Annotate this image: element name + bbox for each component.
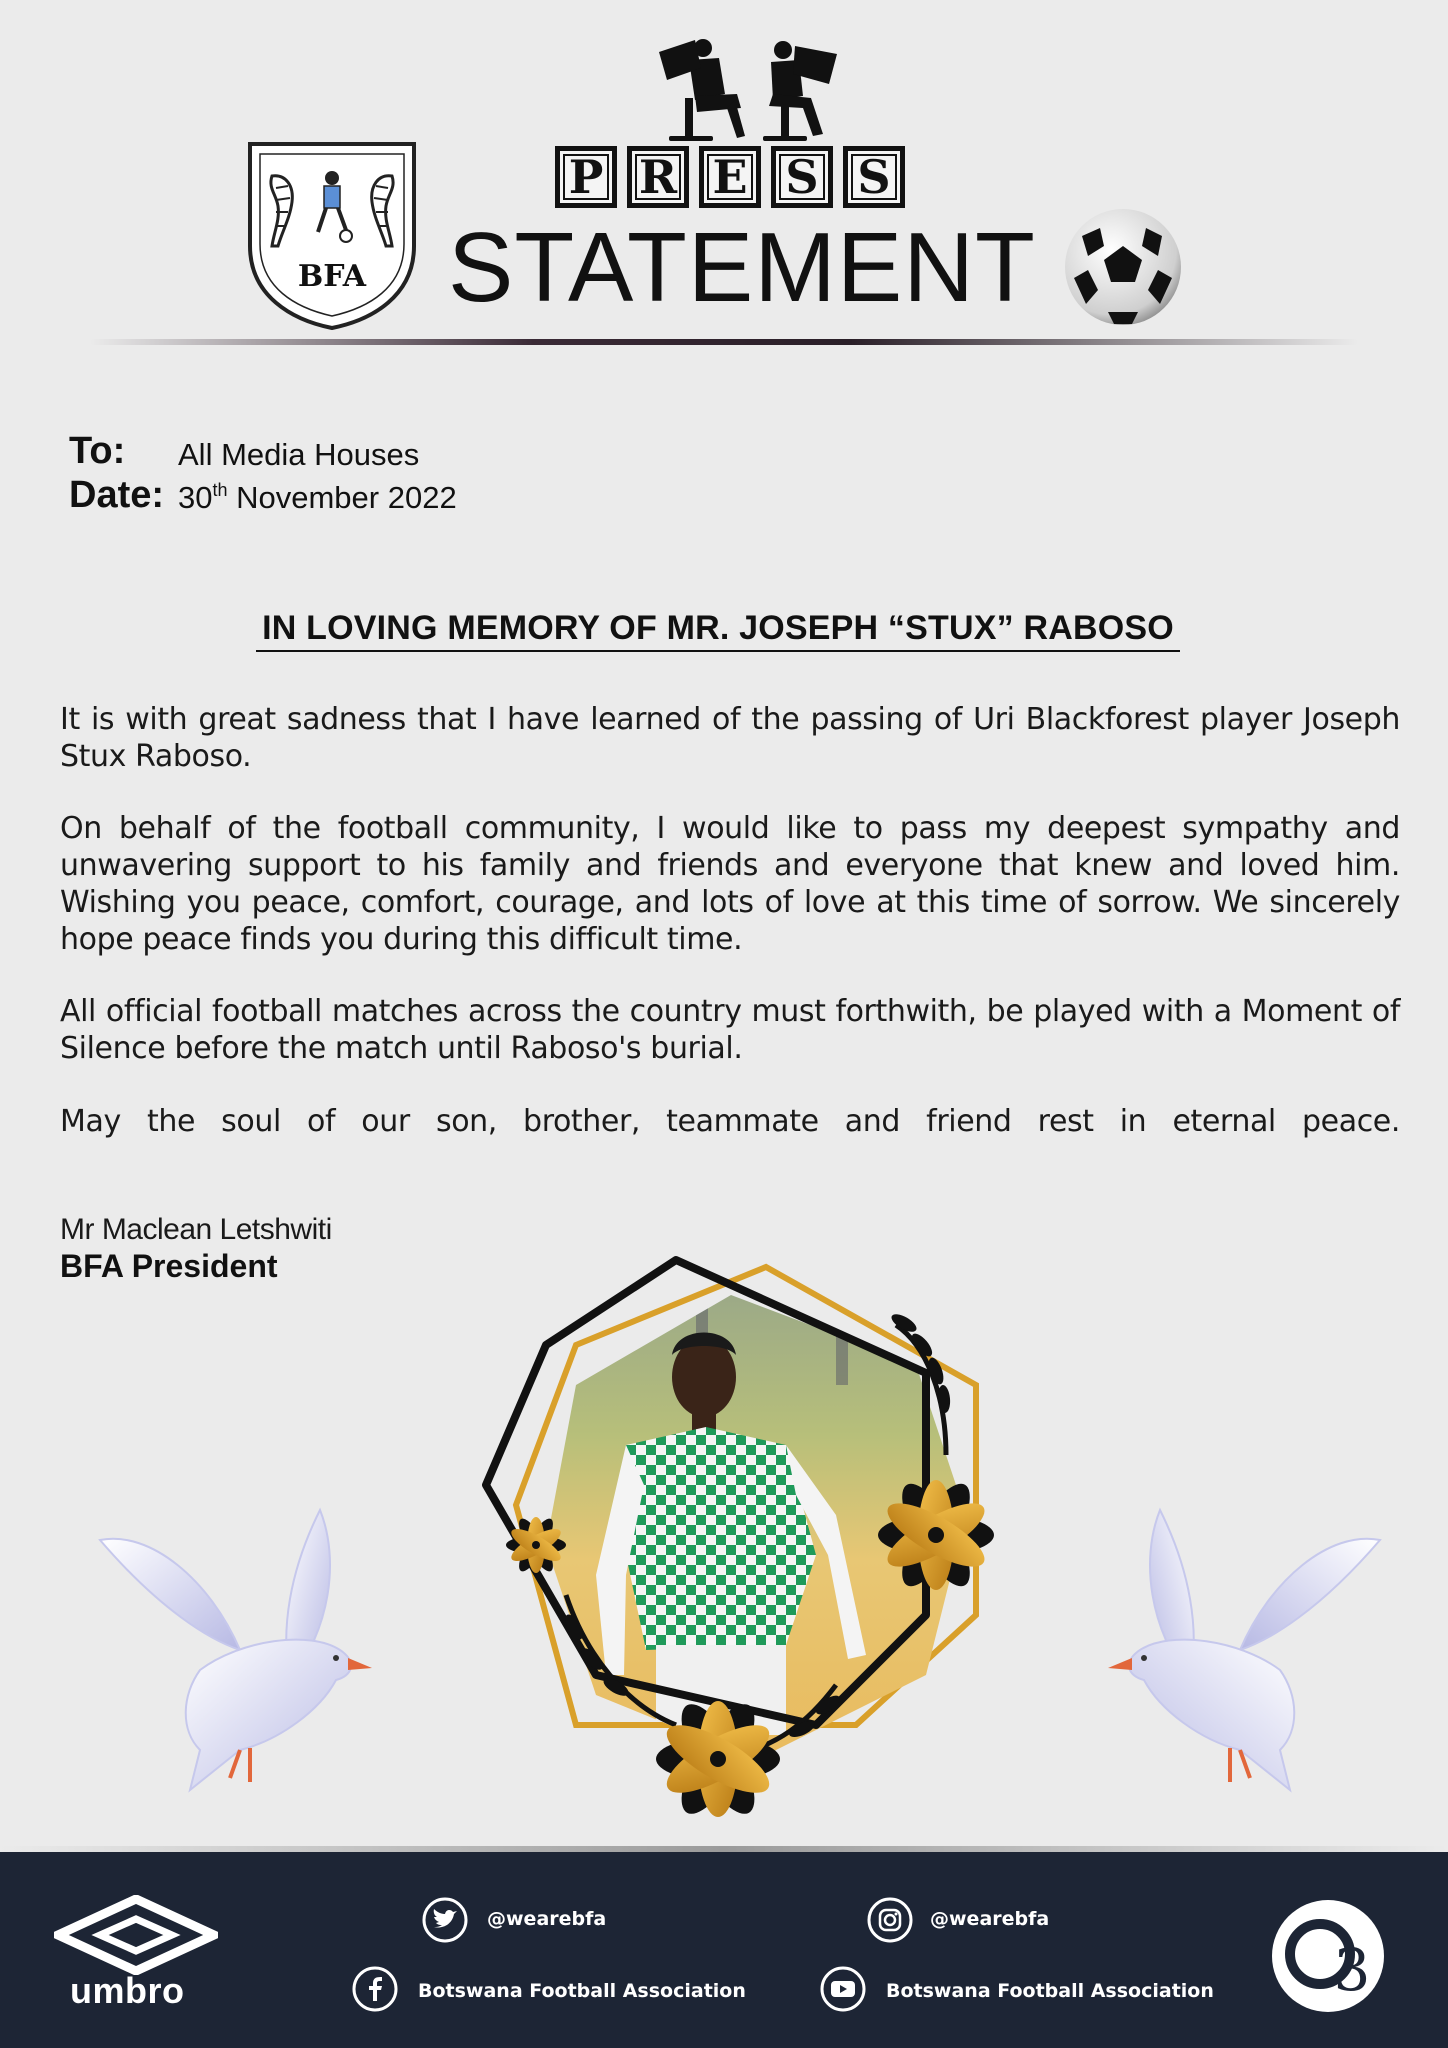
date-suffix: th bbox=[212, 480, 228, 500]
press-letter: E bbox=[699, 146, 761, 208]
date-label: Date: bbox=[69, 474, 165, 516]
body-paragraph: On behalf of the football community, I would like to pass my deepest sympathy and unwavering support to his family and friends and everyone that knew and loved him. Wishing you peace, comfort, courage, and lots of love at this time of sorrow. We sincerely hope peace finds you during this difficult time. bbox=[60, 811, 1400, 957]
instagram-icon[interactable] bbox=[867, 1897, 913, 1943]
memorial-photo-frame bbox=[456, 1255, 1056, 1855]
twitter-icon[interactable] bbox=[422, 1897, 468, 1943]
umbro-diamond-logo bbox=[54, 1895, 218, 1975]
twitter-handle[interactable]: @wearebfa bbox=[487, 1908, 607, 1930]
press-letter-row bbox=[555, 146, 905, 208]
body-paragraph: It is with great sadness that I have learned of the passing of Uri Blackforest player Joseph Stux Raboso. bbox=[60, 702, 1400, 774]
statement-heading: STATEMENT bbox=[448, 212, 1036, 322]
press-letter: R bbox=[627, 146, 689, 208]
header-divider bbox=[90, 339, 1358, 345]
press-letter: S bbox=[771, 146, 833, 208]
facebook-icon[interactable] bbox=[352, 1966, 398, 2012]
bfa-crest-logo bbox=[242, 136, 422, 332]
memorial-title: IN LOVING MEMORY OF MR. JOSEPH “STUX” RABOSO bbox=[256, 609, 1180, 652]
facebook-page[interactable]: Botswana Football Association bbox=[418, 1980, 746, 2002]
date-rest: November 2022 bbox=[227, 480, 457, 515]
date-day: 30 bbox=[178, 480, 213, 515]
crest-text: BFA bbox=[297, 259, 367, 294]
svg-text:3: 3 bbox=[1333, 1936, 1371, 2004]
press-letter: P bbox=[555, 146, 617, 208]
date-value bbox=[178, 480, 457, 516]
instagram-handle[interactable]: @wearebfa bbox=[930, 1908, 1050, 1930]
to-value: All Media Houses bbox=[178, 437, 420, 472]
signatory-title: BFA President bbox=[60, 1248, 278, 1284]
signatory-name: Mr Maclean Letshwiti bbox=[60, 1213, 332, 1246]
to-label: To: bbox=[69, 430, 126, 472]
youtube-channel[interactable]: Botswana Football Association bbox=[886, 1980, 1214, 2002]
press-readers-icon bbox=[645, 38, 845, 150]
body-paragraph: May the soul of our son, brother, teammate and friend rest in eternal peace. bbox=[60, 1104, 1400, 1139]
dove-icon bbox=[90, 1500, 380, 1810]
sponsor-name: umbro bbox=[70, 1970, 185, 2011]
youtube-icon[interactable] bbox=[820, 1966, 866, 2012]
o3-sponsor-logo bbox=[1270, 1898, 1386, 2014]
body-paragraph: All official football matches across the country must forthwith, be played with a Moment of Silence before the match until Raboso's burial. bbox=[60, 994, 1400, 1066]
soccer-ball-icon bbox=[1062, 206, 1184, 328]
press-letter: S bbox=[843, 146, 905, 208]
dove-icon bbox=[1100, 1500, 1390, 1810]
